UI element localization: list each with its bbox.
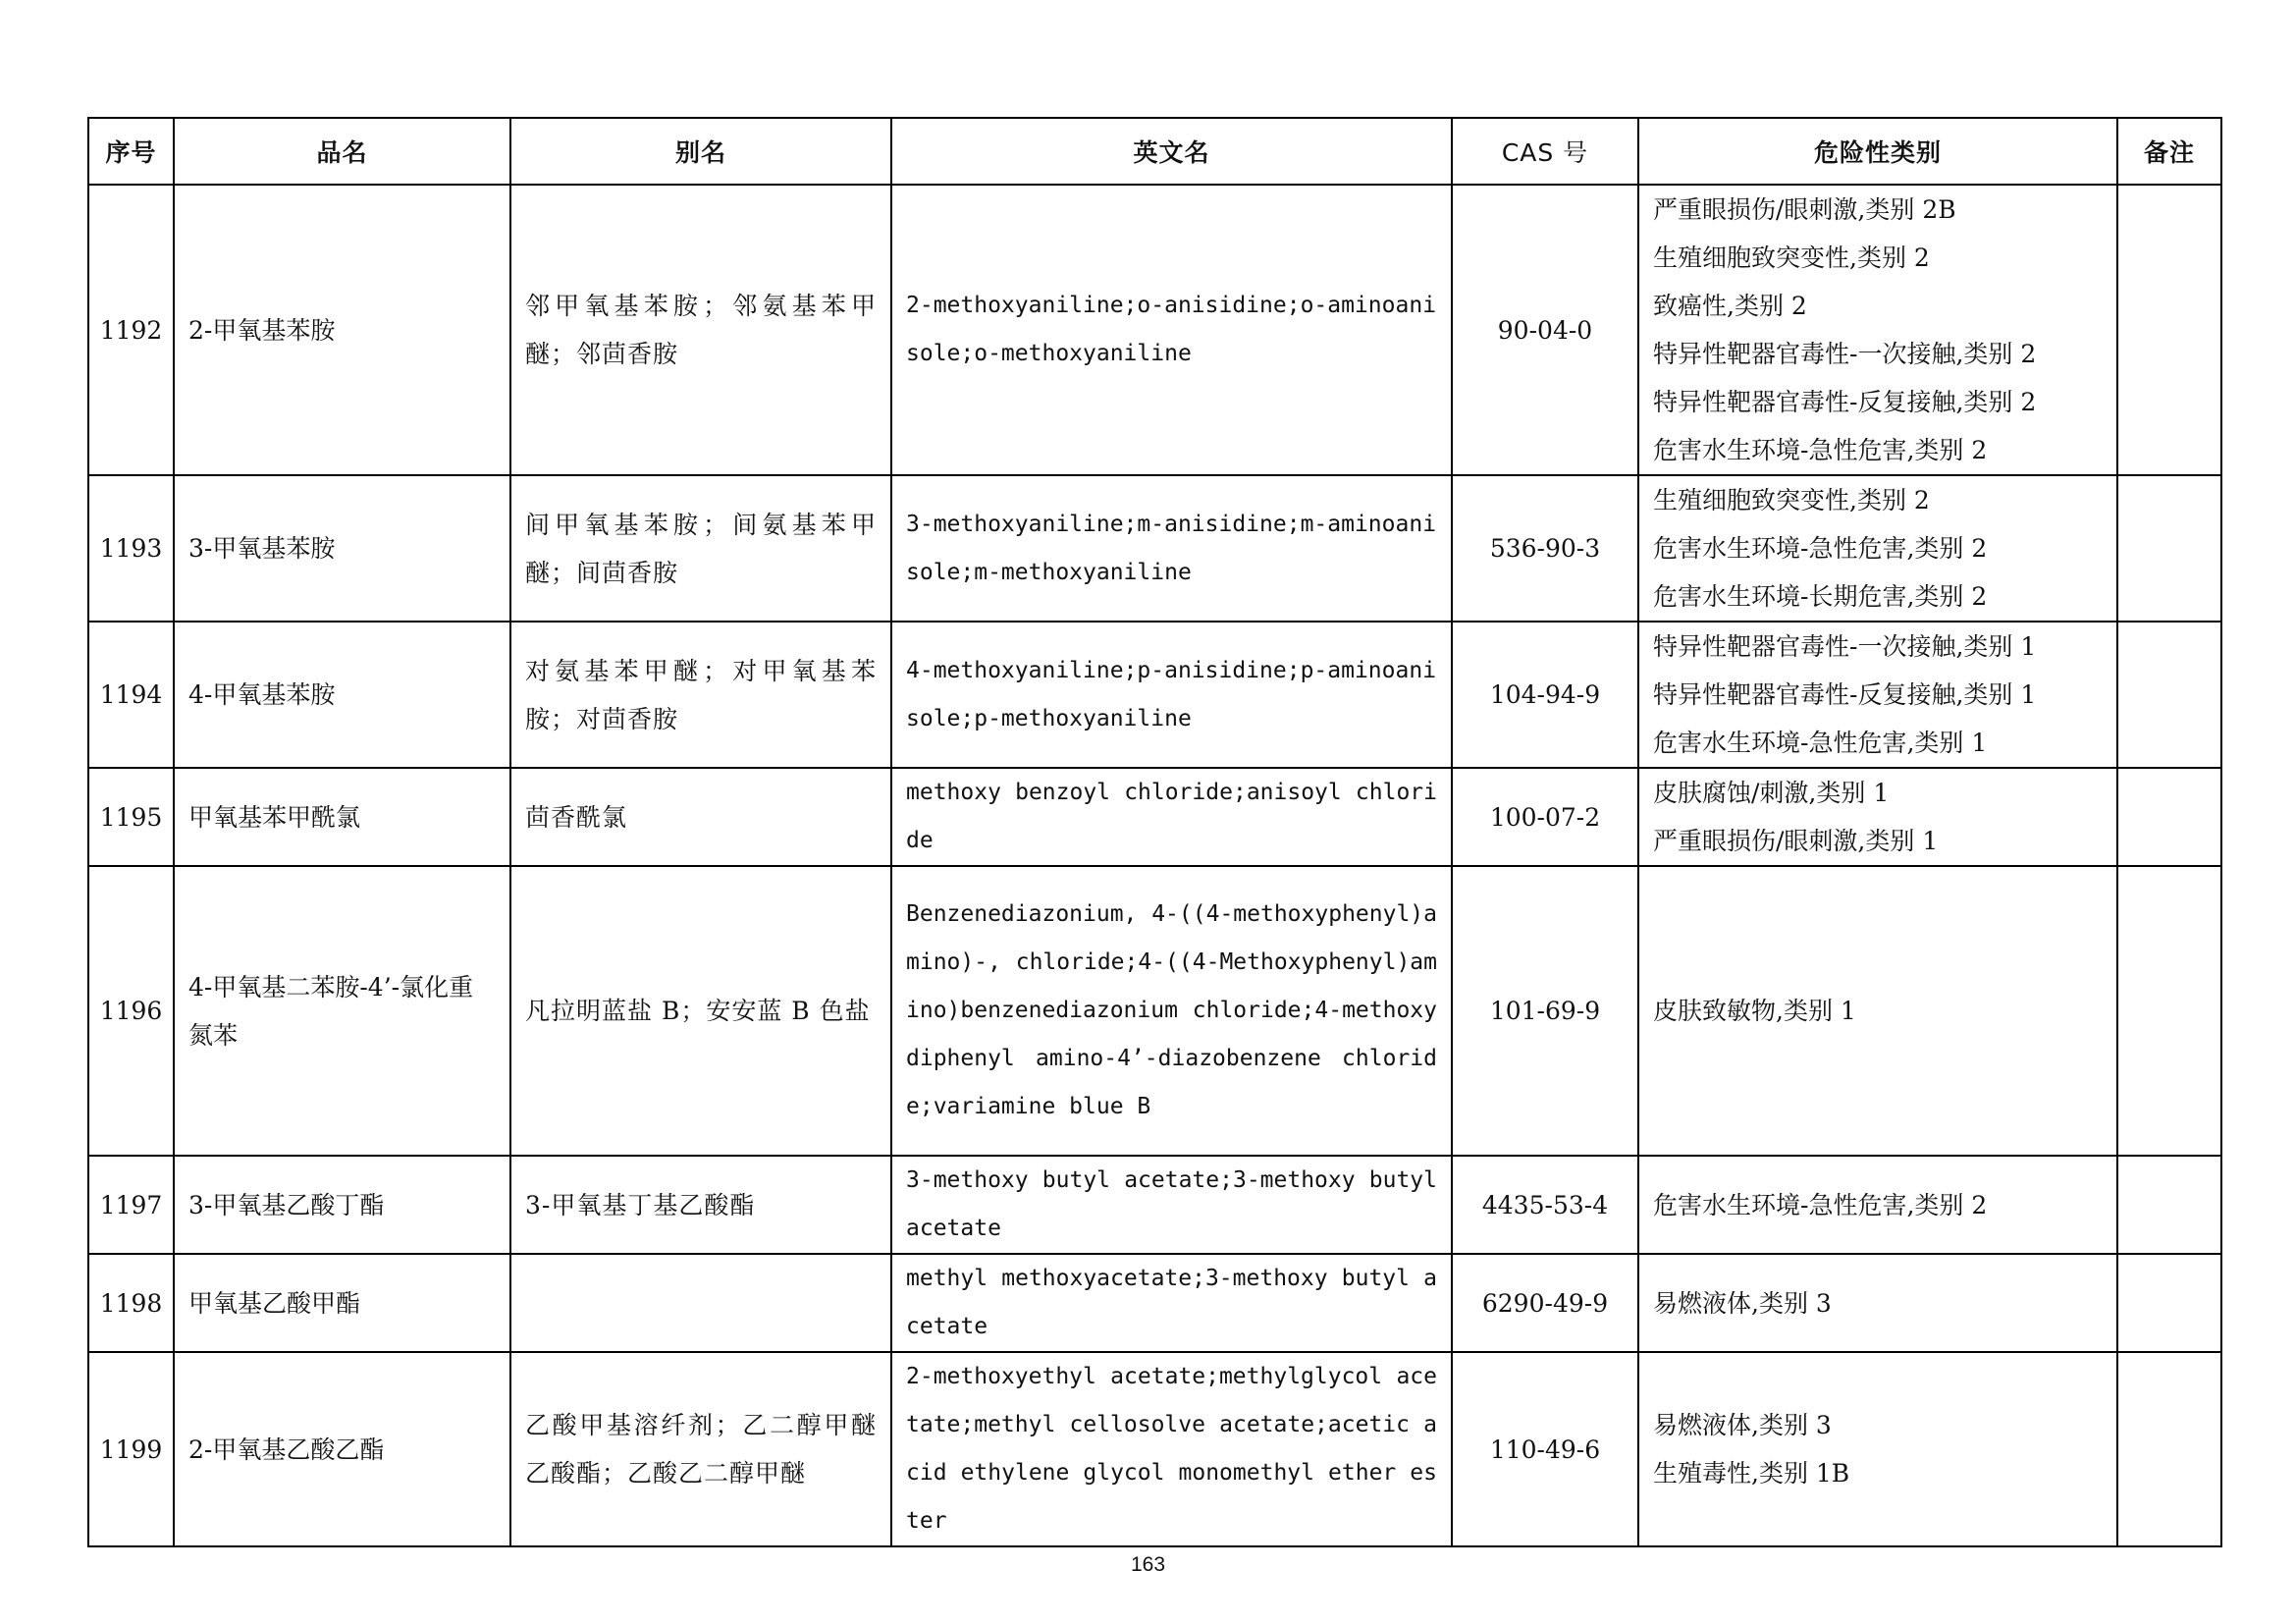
row-cas: 101-69-9 <box>1452 866 1638 1156</box>
row-name: 2-甲氧基苯胺 <box>174 185 510 475</box>
row-english-name: 3-methoxyaniline;m-anisidine;m-aminoanisole;m-methoxyaniline <box>891 475 1452 622</box>
row-english-name: methoxy benzoyl chloride;anisoyl chloride <box>891 768 1452 866</box>
row-hazard-class <box>1638 185 2117 475</box>
row-hazard-class <box>1638 475 2117 622</box>
row-english-name: methyl methoxyacetate;3-methoxy butyl acetate <box>891 1254 1452 1352</box>
row-note <box>2117 1352 2221 1546</box>
page-number: 163 <box>1130 1553 1166 1576</box>
row-seq: 1195 <box>88 768 174 866</box>
row-cas: 6290-49-9 <box>1452 1254 1638 1352</box>
row-note <box>2117 768 2221 866</box>
row-alias: 对氨基苯甲醚；对甲氧基苯胺；对茴香胺 <box>510 622 891 768</box>
hazard-line: 生殖细胞致突变性,类别 2 <box>1653 486 1930 514</box>
header-name: 品名 <box>174 118 510 185</box>
row-alias: 邻甲氧基苯胺；邻氨基苯甲醚；邻茴香胺 <box>510 185 891 475</box>
table-row <box>88 185 2221 475</box>
hazard-line: 危害水生环境-急性危害,类别 2 <box>1653 534 1988 563</box>
hazard-line: 生殖细胞致突变性,类别 2 <box>1653 244 1930 272</box>
row-english-name: Benzenediazonium, 4-((4-methoxyphenyl)amino)-, chloride;4-((4-Methoxyphenyl)amino)benzenediazonium chloride;4-methoxy diphenyl amino-4’-diazobenzene chloride;variamine blue B <box>891 866 1452 1156</box>
row-alias <box>510 1254 891 1352</box>
table-header-row <box>88 118 2221 185</box>
row-note <box>2117 866 2221 1156</box>
row-alias: 凡拉明蓝盐 B；安安蓝 B 色盐 <box>510 866 891 1156</box>
row-cas: 100-07-2 <box>1452 768 1638 866</box>
hazard-line: 特异性靶器官毒性-反复接触,类别 2 <box>1653 388 2037 416</box>
row-note <box>2117 622 2221 768</box>
hazard-line: 皮肤腐蚀/刺激,类别 1 <box>1653 779 1890 807</box>
row-hazard-class <box>1638 1352 2117 1546</box>
row-hazard-class <box>1638 768 2117 866</box>
header-seq: 序号 <box>88 118 174 185</box>
hazard-line: 特异性靶器官毒性-反复接触,类别 1 <box>1653 680 2037 709</box>
row-hazard-class <box>1638 622 2117 768</box>
row-alias: 3-甲氧基丁基乙酸酯 <box>510 1156 891 1254</box>
row-alias: 茴香酰氯 <box>510 768 891 866</box>
hazard-line: 特异性靶器官毒性-一次接触,类别 1 <box>1653 632 2037 661</box>
hazard-line: 生殖毒性,类别 1B <box>1653 1459 1850 1488</box>
chemical-catalog-table <box>87 117 2222 1547</box>
table-row <box>88 1352 2221 1546</box>
table-row <box>88 768 2221 866</box>
table-row <box>88 1156 2221 1254</box>
row-english-name: 3-methoxy butyl acetate;3-methoxy butyl acetate <box>891 1156 1452 1254</box>
row-cas: 104-94-9 <box>1452 622 1638 768</box>
hazard-line: 特异性靶器官毒性-一次接触,类别 2 <box>1653 340 2037 368</box>
row-name: 甲氧基乙酸甲酯 <box>174 1254 510 1352</box>
row-cas: 110-49-6 <box>1452 1352 1638 1546</box>
row-seq: 1199 <box>88 1352 174 1546</box>
table-row <box>88 475 2221 622</box>
row-english-name: 2-methoxyaniline;o-anisidine;o-aminoanisole;o-methoxyaniline <box>891 185 1452 475</box>
row-name: 3-甲氧基乙酸丁酯 <box>174 1156 510 1254</box>
header-note: 备注 <box>2117 118 2221 185</box>
row-seq: 1196 <box>88 866 174 1156</box>
hazard-line: 致癌性,类别 2 <box>1653 292 1807 320</box>
hazard-line: 易燃液体,类别 3 <box>1653 1411 1832 1439</box>
row-alias: 间甲氧基苯胺；间氨基苯甲醚；间茴香胺 <box>510 475 891 622</box>
row-cas: 536-90-3 <box>1452 475 1638 622</box>
hazard-line: 易燃液体,类别 3 <box>1653 1288 1832 1318</box>
row-name: 4-甲氧基二苯胺-4’-氯化重氮苯 <box>174 866 510 1156</box>
hazard-line: 严重眼损伤/眼刺激,类别 1 <box>1653 827 1939 855</box>
hazard-line: 危害水生环境-急性危害,类别 2 <box>1653 1190 1988 1219</box>
row-alias: 乙酸甲基溶纤剂；乙二醇甲醚乙酸酯；乙酸乙二醇甲醚 <box>510 1352 891 1546</box>
row-note <box>2117 1156 2221 1254</box>
row-seq: 1192 <box>88 185 174 475</box>
header-english-name: 英文名 <box>891 118 1452 185</box>
row-hazard-class <box>1638 866 2117 1156</box>
hazard-line: 危害水生环境-长期危害,类别 2 <box>1653 582 1988 611</box>
header-alias: 别名 <box>510 118 891 185</box>
row-seq: 1198 <box>88 1254 174 1352</box>
table-row <box>88 1254 2221 1352</box>
hazard-line: 危害水生环境-急性危害,类别 2 <box>1653 436 1988 464</box>
table-row <box>88 622 2221 768</box>
hazard-line: 严重眼损伤/眼刺激,类别 2B <box>1653 195 1956 224</box>
hazard-line: 皮肤致敏物,类别 1 <box>1653 997 1856 1025</box>
table-row <box>88 866 2221 1156</box>
row-english-name: 4-methoxyaniline;p-anisidine;p-aminoanisole;p-methoxyaniline <box>891 622 1452 768</box>
row-cas: 90-04-0 <box>1452 185 1638 475</box>
row-name: 3-甲氧基苯胺 <box>174 475 510 622</box>
row-hazard-class <box>1638 1254 2117 1352</box>
row-english-name: 2-methoxyethyl acetate;methylglycol acetate;methyl cellosolve acetate;acetic acid ethylene glycol monomethyl ether ester <box>891 1352 1452 1546</box>
row-cas: 4435-53-4 <box>1452 1156 1638 1254</box>
header-cas: CAS 号 <box>1452 118 1638 185</box>
hazard-line: 危害水生环境-急性危害,类别 1 <box>1653 729 1988 757</box>
row-seq: 1194 <box>88 622 174 768</box>
row-hazard-class <box>1638 1156 2117 1254</box>
row-note <box>2117 185 2221 475</box>
row-seq: 1193 <box>88 475 174 622</box>
row-note <box>2117 1254 2221 1352</box>
row-name: 甲氧基苯甲酰氯 <box>174 768 510 866</box>
header-hazard-class: 危险性类别 <box>1638 118 2117 185</box>
row-name: 2-甲氧基乙酸乙酯 <box>174 1352 510 1546</box>
row-seq: 1197 <box>88 1156 174 1254</box>
row-name: 4-甲氧基苯胺 <box>174 622 510 768</box>
row-note <box>2117 475 2221 622</box>
